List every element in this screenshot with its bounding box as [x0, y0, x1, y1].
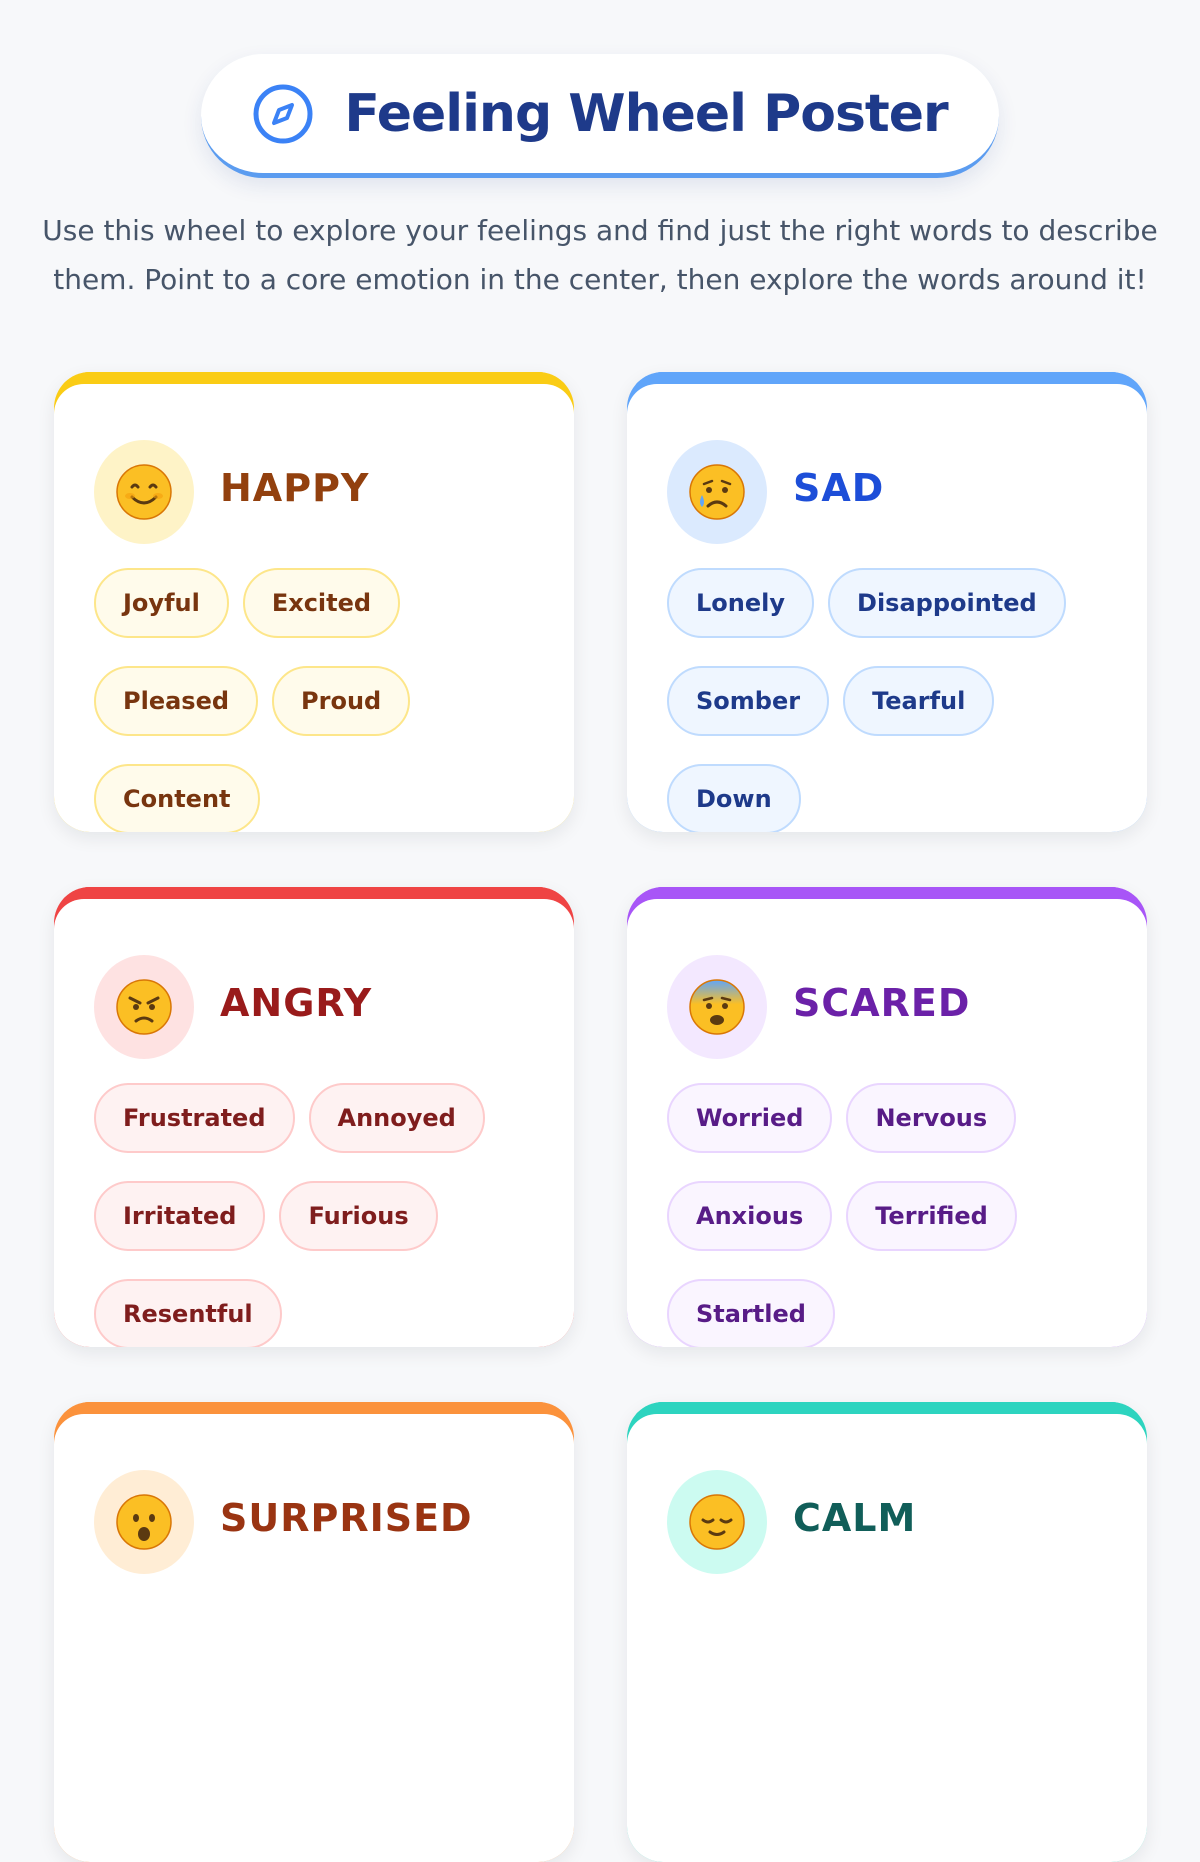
card-accent-bar [627, 887, 1147, 899]
feeling-word-chip[interactable]: Content [94, 764, 260, 832]
feeling-word-chip[interactable]: Lonely [667, 568, 814, 638]
emotion-name: HAPPY [220, 466, 370, 510]
intro-text: Use this wheel to explore your feelings and find just the right words to describe them. Point to a core emotion in the center, then explore the words around it! [42, 214, 1158, 296]
feeling-word-chip[interactable]: Irritated [94, 1181, 265, 1251]
emotion-card-happy [54, 372, 574, 832]
feeling-word-chip[interactable]: Somber [667, 666, 829, 736]
feeling-word-chip[interactable]: Annoyed [309, 1083, 485, 1153]
feeling-word-chip[interactable]: Joyful [94, 568, 229, 638]
emotion-name: CALM [793, 1496, 917, 1540]
emotion-name: SAD [793, 466, 885, 510]
feeling-word-chip[interactable]: Anxious [667, 1181, 832, 1251]
smiling-face-icon [94, 440, 194, 544]
angry-face-icon [94, 955, 194, 1059]
emotion-card-angry [54, 887, 574, 1347]
page-title: Feeling Wheel Poster [344, 83, 948, 144]
card-accent-bar [627, 372, 1147, 384]
feeling-word-chip[interactable]: Tearful [843, 666, 994, 736]
feeling-words [94, 568, 554, 832]
emotion-card-scared [627, 887, 1147, 1347]
compass-icon [252, 83, 314, 145]
card-accent-bar [54, 887, 574, 899]
feeling-word-chip[interactable]: Terrified [846, 1181, 1017, 1251]
feeling-word-chip[interactable]: Proud [272, 666, 410, 736]
title-pill [201, 54, 999, 178]
card-accent-bar [627, 1402, 1147, 1414]
feeling-word-chip[interactable]: Down [667, 764, 801, 832]
emotion-name: SURPRISED [220, 1496, 473, 1540]
feeling-word-chip[interactable]: Nervous [846, 1083, 1016, 1153]
feeling-word-chip[interactable]: Startled [667, 1279, 835, 1347]
feeling-word-chip[interactable]: Worried [667, 1083, 832, 1153]
surprised-face-icon [94, 1470, 194, 1574]
feeling-word-chip[interactable]: Resentful [94, 1279, 282, 1347]
feeling-word-chip[interactable]: Frustrated [94, 1083, 295, 1153]
feeling-word-chip[interactable]: Pleased [94, 666, 258, 736]
card-accent-bar [54, 1402, 574, 1414]
emotion-name: ANGRY [220, 981, 373, 1025]
crying-face-icon [667, 440, 767, 544]
feeling-words [94, 1083, 554, 1347]
feeling-words [667, 1083, 1127, 1347]
card-accent-bar [54, 372, 574, 384]
emotion-card-surprised [54, 1402, 574, 1862]
fearful-face-icon [667, 955, 767, 1059]
relieved-face-icon [667, 1470, 767, 1574]
feeling-word-chip[interactable]: Furious [279, 1181, 437, 1251]
feeling-word-chip[interactable]: Disappointed [828, 568, 1066, 638]
emotion-card-sad [627, 372, 1147, 832]
feeling-words [667, 568, 1127, 832]
emotion-card-calm [627, 1402, 1147, 1862]
emotion-name: SCARED [793, 981, 971, 1025]
feeling-word-chip[interactable]: Excited [243, 568, 400, 638]
